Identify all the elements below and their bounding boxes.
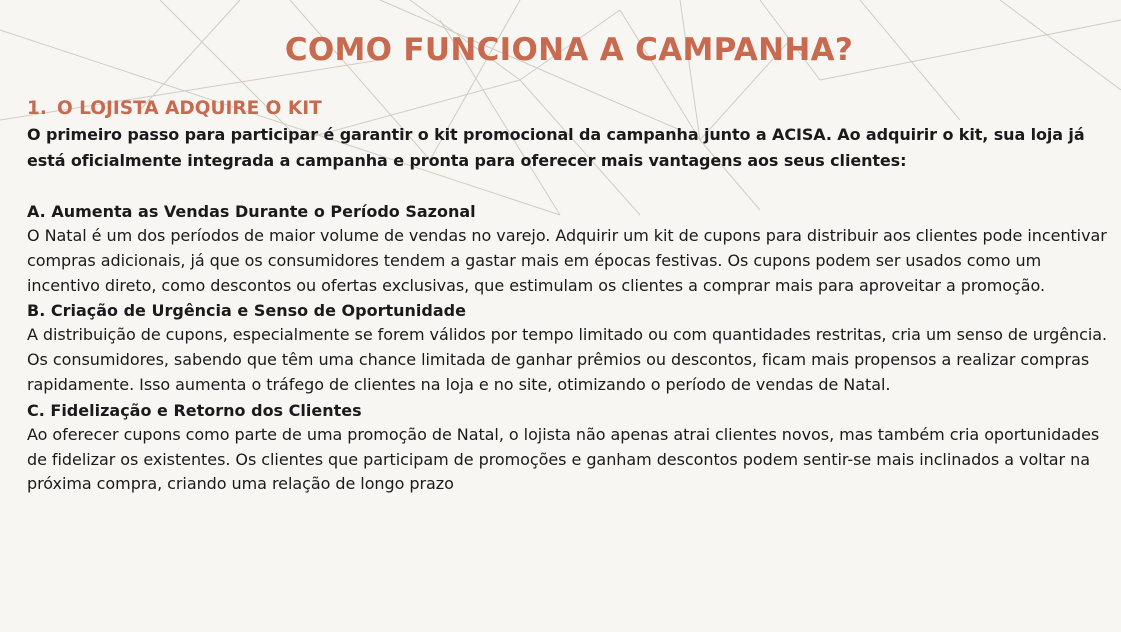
section-title: C. Fidelização e Retorno dos Clientes <box>27 400 362 420</box>
section-body: O Natal é um dos períodos de maior volume de vendas no varejo. Adquirir um kit de cupons para distribuir aos clientes pode incentivar compras adicionais, já que os consumidores tendem a gastar mais em épocas festivas. Os cupons podem ser usados como um incentivo direto, como descontos ou ofertas exclusivas, que estimulam os clientes a comprar mais para aproveitar a promoção. <box>27 226 1107 295</box>
section-title: B. Criação de Urgência e Senso de Oportunidade <box>27 301 466 321</box>
step-label: O LOJISTA ADQUIRE O KIT <box>57 98 322 119</box>
section-c <box>27 398 1111 497</box>
step-number: 1. <box>27 98 47 119</box>
intro-paragraph: O primeiro passo para participar é garantir o kit promocional da campanha junto a ACISA. Ao adquirir o kit, sua loja já está oficialmente integrada a campanha e pronta para oferecer mais vantagens aos seus clientes: <box>27 125 1085 170</box>
section-b <box>27 298 1111 397</box>
section-body: Ao oferecer cupons como parte de uma promoção de Natal, o lojista não apenas atrai clientes novos, mas também cria oportunidades de fidelizar os existentes. Os clientes que participam de promoções e ganham descontos podem sentir-se mais inclinados a voltar na próxima compra, criando uma relação de longo prazo <box>27 424 1100 494</box>
page-title: COMO FUNCIONA A CAMPANHA? <box>284 32 854 68</box>
section-body: A distribuição de cupons, especialmente se forem válidos por tempo limitado ou com quantidades restritas, cria um senso de urgência. Os consumidores, sabendo que têm uma chance limitada de ganhar prêmios ou descontos, ficam mais propensos a realizar compras rapidamente. Isso aumenta o tráfego de clientes na loja e no site, otimizando o período de vendas de Natal. <box>27 325 1108 394</box>
step-heading <box>27 97 1111 121</box>
section-title: A. Aumenta as Vendas Durante o Período Sazonal <box>27 202 476 221</box>
section-a <box>27 199 1111 298</box>
